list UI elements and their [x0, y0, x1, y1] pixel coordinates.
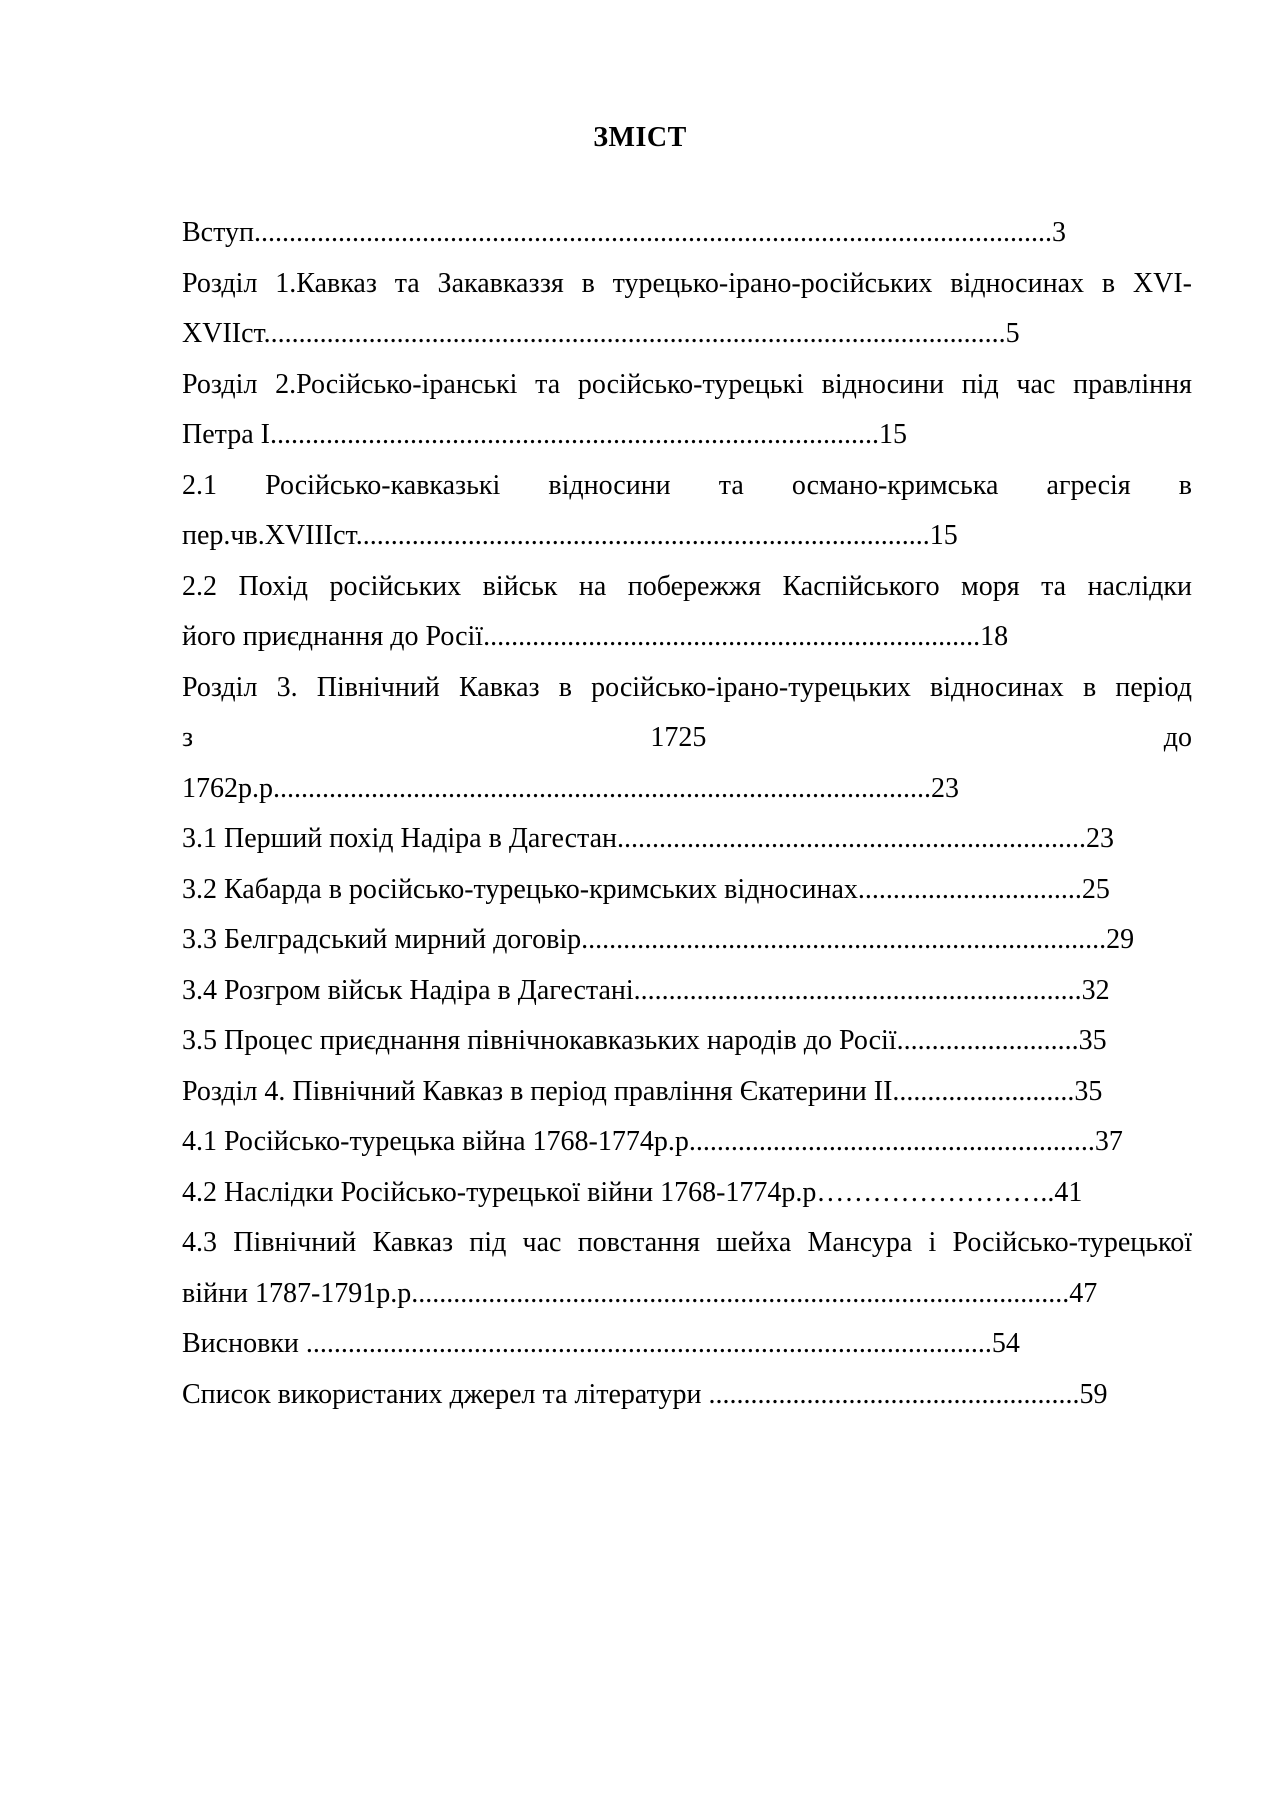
toc-entry-chapter-1-cont: XVIIст..........................................................................................................5	[182, 318, 1020, 349]
toc-entry-section-3-3: 3.3 Белградський мирний договір...........................................................................29	[182, 924, 1135, 955]
toc-entry-section-2-2-cont: його приєднання до Росії.......................................................................18	[182, 621, 1009, 652]
toc-entry-section-2-1: 2.1 Російсько-кавказькі відносини та османо-кримська агресія в	[182, 469, 1192, 501]
toc-entry-section-3-1: 3.1 Перший похід Надіра в Дагестан...................................................................23	[182, 823, 1114, 854]
toc-entry-references: Список використаних джерел та літератури .....................................................59	[182, 1378, 1108, 1410]
toc-entry-chapter-3-cont: з 1725 до	[182, 722, 1192, 753]
toc-entry-chapter-1: Розділ 1.Кавказ та Закавказзя в турецько-ірано-російських відносинах в XVI-	[182, 267, 1192, 299]
toc-entry-section-3-4: 3.4 Розгром військ Надіра в Дагестані................................................................32	[182, 974, 1110, 1006]
toc-entry-chapter-3-end: 1762р.р..............................................................................................23	[182, 772, 959, 804]
toc-entry-chapter-3: Розділ 3. Північний Кавказ в російсько-ірано-турецьких відносинах в період	[182, 671, 1192, 703]
toc-entry-chapter-2: Розділ 2.Російсько-іранські та російсько-турецькі відносини під час правління	[182, 368, 1192, 400]
toc-entry-section-2-2: 2.2 Похід російських військ на побережжя Каспійського моря та наслідки	[182, 570, 1192, 602]
page-title: ЗМІСТ	[593, 122, 687, 153]
toc-entry-section-4-1: 4.1 Російсько-турецька війна 1768-1774р.р..........................................................37	[182, 1126, 1123, 1157]
toc-entry-section-4-3: 4.3 Північний Кавказ під час повстання шейха Мансура і Російсько-турецької	[182, 1227, 1192, 1258]
toc-entry-section-4-2: 4.2 Наслідки Російсько-турецької війни 1768-1774р.р……………………..41	[182, 1176, 1083, 1208]
toc-entry-section-3-2: 3.2 Кабарда в російсько-турецько-кримських відносинах................................25	[182, 873, 1110, 905]
table-of-contents	[182, 208, 1192, 1420]
toc-entry-section-4-3-cont: війни 1787-1791р.р..............................................................................................47	[182, 1277, 1098, 1309]
toc-entry-chapter-4: Розділ 4. Північний Кавказ в період правління Єкатерини ІІ..........................35	[182, 1075, 1103, 1107]
toc-entry-section-3-5: 3.5 Процес приєднання північнокавказьких народів до Росії..........................35	[182, 1025, 1107, 1056]
toc-entry-introduction: Вступ..................................................................................................................3	[182, 217, 1066, 248]
toc-entry-chapter-2-cont: Петра І.......................................................................................15	[182, 419, 907, 450]
toc-entry-conclusions: Висновки ..................................................................................................54	[182, 1328, 1020, 1359]
toc-entry-section-2-1-cont: пер.чв.XVIIIст..................................................................................15	[182, 520, 958, 551]
